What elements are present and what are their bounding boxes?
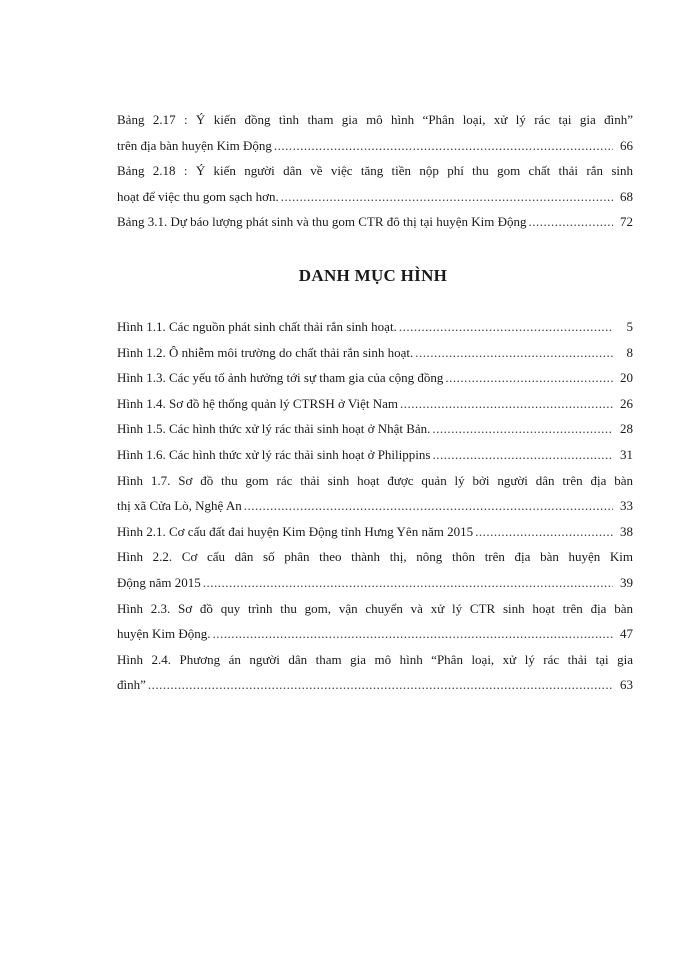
entry-label: đình”	[117, 677, 146, 693]
toc-entry-figure-1-1[interactable]	[117, 314, 633, 340]
toc-entry-figure-2-3[interactable]	[117, 596, 633, 647]
entry-first-line: Hình 2.3. Sơ đồ quy trình thu gom, vận chuyển và xử lý CTR sinh hoạt trên địa bàn	[117, 600, 633, 616]
entry-page-number: 72	[620, 214, 633, 230]
dot-leader	[432, 442, 613, 468]
entry-label: hoạt để việc thu gom sạch hơn.	[117, 188, 279, 204]
entry-page-number: 33	[620, 498, 633, 514]
entry-label: Hình 1.5. Các hình thức xử lý rác thải sinh hoạt ở Nhật Bản.	[117, 421, 431, 437]
section-heading	[0, 266, 700, 286]
heading-text: DANH MỤC HÌNH	[298, 266, 448, 285]
entry-page-number: 20	[620, 370, 633, 386]
figure-list	[117, 314, 633, 698]
entry-label: Hình 1.3. Các yếu tố ảnh hưởng tới sự tham gia của cộng đồng	[117, 370, 444, 386]
entry-label: Hình 1.2. Ô nhiễm môi trường do chất thải rắn sinh hoạt.	[117, 344, 414, 360]
dot-leader	[529, 209, 614, 235]
dot-leader	[399, 314, 613, 340]
entry-label: Hình 1.4. Sơ đồ hệ thống quản lý CTRSH ở Việt Nam	[117, 395, 399, 411]
dot-leader	[475, 519, 613, 545]
toc-entry-table-3-1[interactable]	[117, 209, 633, 235]
entry-page-number: 66	[620, 137, 633, 153]
entry-label: Bảng 3.1. Dự báo lượng phát sinh và thu gom CTR đô thị tại huyện Kim Động	[117, 214, 527, 230]
toc-entry-table-2-18[interactable]	[117, 158, 633, 209]
entry-label: Hình 2.1. Cơ cấu đất đai huyện Kim Động tỉnh Hưng Yên năm 2015	[117, 523, 474, 539]
toc-entry-figure-2-4[interactable]	[117, 647, 633, 698]
entry-page-number: 26	[620, 395, 633, 411]
toc-entry-figure-1-6[interactable]	[117, 442, 633, 468]
entry-label: trên địa bàn huyện Kim Động	[117, 137, 272, 153]
entry-page-number: 31	[620, 446, 633, 462]
entry-label: Hình 1.6. Các hình thức xử lý rác thải sinh hoạt ở Philippins	[117, 446, 431, 462]
dot-leader	[400, 391, 613, 417]
dot-leader	[213, 621, 613, 647]
entry-page-number: 63	[620, 677, 633, 693]
toc-entry-table-2-17[interactable]	[117, 107, 633, 158]
toc-entry-figure-1-3[interactable]	[117, 365, 633, 391]
toc-entry-figure-1-2[interactable]	[117, 340, 633, 366]
dot-leader	[244, 493, 613, 519]
entry-label: Hình 1.1. Các nguồn phát sinh chất thải rắn sinh hoạt.	[117, 319, 397, 334]
entry-page-number: 8	[626, 344, 633, 360]
entry-page-number: 28	[620, 421, 633, 437]
entry-page-number: 5	[626, 319, 633, 334]
dot-leader	[445, 365, 613, 391]
entry-page-number: 39	[620, 574, 633, 590]
toc-entry-figure-1-5[interactable]	[117, 416, 633, 442]
dot-leader	[203, 570, 613, 596]
entry-label: huyện Kim Động.	[117, 626, 211, 642]
entry-first-line: Hình 2.4. Phương án người dân tham gia mô hình “Phân loại, xử lý rác thải tại gia	[117, 651, 633, 667]
toc-entry-figure-2-2[interactable]	[117, 544, 633, 595]
entry-page-number: 38	[620, 523, 633, 539]
entry-page-number: 68	[620, 188, 633, 204]
dot-leader	[274, 133, 613, 159]
entry-first-line: Hình 2.2. Cơ cấu dân số phân theo thành thị, nông thôn trên địa bàn huyện Kim	[117, 549, 633, 565]
entry-label: thị xã Cửa Lò, Nghệ An	[117, 498, 242, 514]
toc-entry-figure-2-1[interactable]	[117, 519, 633, 545]
dot-leader	[415, 340, 613, 366]
dot-leader	[432, 416, 613, 442]
entry-label: Động năm 2015	[117, 574, 201, 590]
toc-entry-figure-1-7[interactable]	[117, 468, 633, 519]
entry-first-line: Bảng 2.18 : Ý kiến người dân về việc tăng tiền nộp phí thu gom chất thải rắn sinh	[117, 163, 633, 179]
dot-leader	[281, 184, 613, 210]
toc-entry-figure-1-4[interactable]	[117, 391, 633, 417]
entry-first-line: Bảng 2.17 : Ý kiến đồng tình tham gia mô hình “Phân loại, xử lý rác tại gia đình”	[117, 112, 633, 127]
table-list	[117, 107, 633, 235]
entry-page-number: 47	[620, 626, 633, 642]
dot-leader	[148, 672, 613, 698]
entry-first-line: Hình 1.7. Sơ đồ thu gom rác thải sinh hoạt được quản lý bởi người dân trên địa bàn	[117, 472, 633, 488]
